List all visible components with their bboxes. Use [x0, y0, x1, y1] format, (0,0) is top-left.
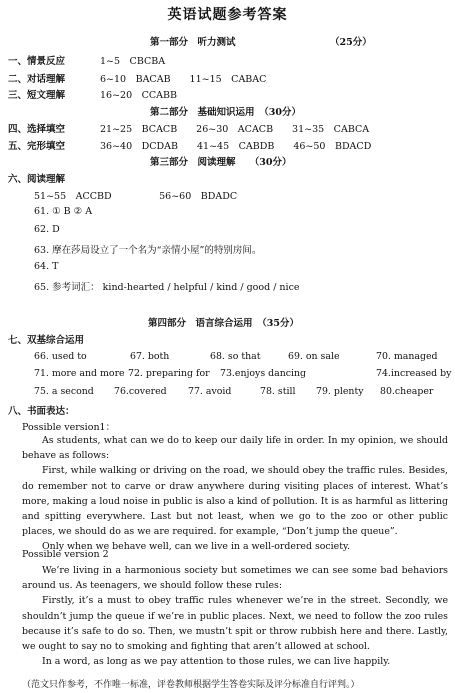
footnote: （范文只作参考，不作唯一标准，评卷教师根据学生答卷实际及评分标准自行评判。）: [22, 680, 360, 690]
version1-paragraph-3: Only when we behave well, can we live in a well-ordered society.: [42, 541, 350, 553]
version1-essay: [22, 433, 448, 555]
section3-answers: 16~20 CCABB: [100, 90, 177, 101]
part1-score: （25分）: [330, 37, 372, 48]
version2-paragraph-1: We’re living in a harmonious society but sometimes we can see some bad behaviors around us. As teenagers, we should follow these rules:: [22, 565, 448, 592]
answer-68: 68. so that: [210, 351, 261, 362]
section6-label: 六、阅读理解: [8, 174, 66, 185]
version2-paragraph-2: Firstly, it’s a must to obey traffic rules whenever we’re in the street. Secondly, we shouldn’t jump the queue if we’re in public places. Next, we need to follow the zoo rules because it’s safe to do so. Then, we mustn’t spit or throw rubbish here and there. Lastly, we ought to say no to smoking and fighting that aren’t allowed at school.: [22, 595, 448, 653]
part2-heading: 第二部分 基础知识运用 （30分）: [150, 107, 301, 118]
section2-answers: 6~10 BACAB 11~15 CABAC: [100, 74, 267, 85]
version1-label: Possible version1：: [22, 422, 116, 433]
answer-77: 77. avoid: [188, 386, 232, 397]
answer-67: 67. both: [130, 351, 170, 362]
answer-74: 74.increased by: [376, 368, 452, 379]
answer-79: 79. plenty: [316, 386, 364, 397]
section7-label: 七、双基综合运用: [8, 335, 85, 346]
part4-heading: 第四部分 语言综合运用 （35分）: [148, 318, 299, 329]
reading-line-3: 62. D: [34, 224, 60, 235]
version2-paragraph-3: In a word, as long as we pay attention to those rules, we can live happily.: [42, 656, 391, 668]
reading-line-4: 63. 摩在莎局设立了一个名为“亲情小屋”的特别房间。: [34, 245, 262, 256]
section1-answers: 1~5 CBCBA: [100, 56, 166, 67]
part1-heading: 第一部分 听力测试: [150, 37, 236, 48]
reading-line-5: 64. T: [34, 261, 59, 272]
version1-paragraph-2: First, while walking or driving on the road, we should obey the traffic rules. Besides, do remember not to carve or draw anywhere during visiting places of interest. What’s more, making a loud noise in public is also a kind of pollution. It is as harmful as littering and spitting everywhere. Last but not least, when we go to the zoo or other public places, we should do as we are required. for example, “Don’t jump the queue”.: [22, 465, 448, 538]
answer-78: 78. still: [260, 386, 296, 397]
section1-label: 一、情景反应: [8, 56, 66, 67]
reading-line-2: 61. ① B ② A: [34, 206, 93, 217]
section8-label: 八、书面表达：: [8, 406, 75, 417]
version2-essay: [22, 563, 448, 669]
answer-66: 66. used to: [34, 351, 87, 362]
section5-label: 五、完形填空: [8, 141, 66, 152]
reading-line-6: 65. 参考词汇： kind-hearted / helpful / kind / good / nice: [34, 282, 300, 293]
section3-label: 三、短文理解: [8, 90, 66, 101]
answer-80: 80.cheaper: [380, 386, 434, 397]
part3-heading: 第三部分 阅读理解 （30分）: [150, 157, 292, 168]
version1-paragraph-1: As students, what can we do to keep our daily life in order. In my opinion, we should behave as follows:: [22, 435, 448, 462]
section5-answers: 36~40 DCDAB 41~45 CABDB 46~50 BDACD: [100, 141, 372, 152]
answer-70: 70. managed: [376, 351, 438, 362]
answer-71: 71. more and more: [34, 368, 125, 379]
section4-label: 四、选择填空: [8, 124, 66, 135]
answer-76: 76.covered: [114, 386, 167, 397]
section4-answers: 21~25 BCACB 26~30 ACACB 31~35 CABCA: [100, 124, 370, 135]
page-title: 英语试题参考答案: [167, 7, 288, 23]
answer-75: 75. a second: [34, 386, 94, 397]
answer-69: 69. on sale: [288, 351, 340, 362]
version2-label: Possible version 2: [22, 549, 109, 560]
answer-72: 72. preparing for: [128, 368, 210, 379]
answer-73: 73.enjoys dancing: [220, 368, 307, 379]
reading-line-1: 51~55 ACCBD 56~60 BDADC: [34, 191, 238, 202]
section2-label: 二、对话理解: [8, 74, 66, 85]
